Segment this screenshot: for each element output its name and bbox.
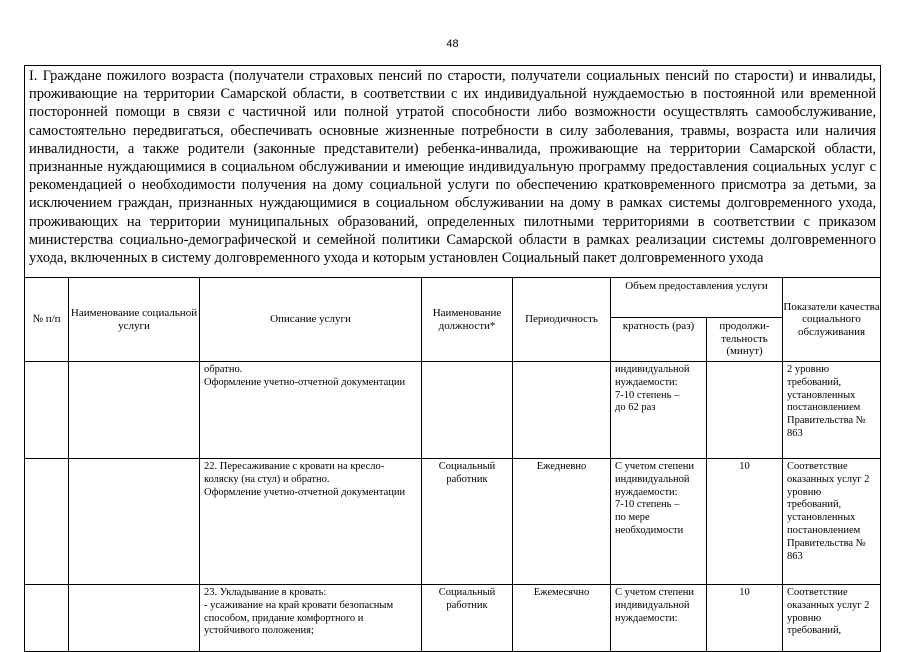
row-num [25, 362, 69, 459]
section-heading: I. Граждане пожилого возраста (получатели страховых пенсий по старости, получатели социальных пенсий по старости) и инвалиды, проживающие на территории Самарской области, в соответствии с их индивидуальной нуждаемостью в постоянной или временной посторонней помощи в связи с частичной или полной утратой способности либо возможности осуществлять самообслуживание, самостоятельно передвигаться, обеспечивать основные жизненные потребности в силу заболевания, травмы, возраста или наличия инвалидности, а также родители (законные представители) ребенка-инвалида, проживающие на территории Самарской области, признанные нуждающимися в социальном обслуживании и имеющие индивидуальную программу предоставления социальных услуг с рекомендацией о необходимости получения на дому социальной услуги по обеспечению кратковременного присмотра за детьми, за исключением граждан, признанных нуждающимися в социальном обслуживании на дому в рамках системы долговременного ухода, проживающих на территории муниципальных образований, определенных пилотными территориями в соответствии с приказом министерства социально-демографической и семейной политики Самарской области в рамках реализации системы долговременного ухода, включенных в систему долговременного ухода и которым установлен Социальный пакет долговременного ухода [25, 66, 881, 278]
row-service-name [69, 459, 200, 585]
header-quality: Показатели качества социального обслуживания [783, 278, 881, 362]
header-duration: продолжи-тельность (минут) [707, 318, 783, 362]
header-num: № п/п [25, 278, 69, 362]
header-position: Наименование должности* [422, 278, 513, 362]
row-description: 22. Пересаживание с кровати на кресло-коляску (на стул) и обратно. Оформление учетно-отчетной документации [200, 459, 422, 585]
row-position: Социальный работник [422, 585, 513, 652]
row-quality: Соответствие оказанных услуг 2 уровню требований, [783, 585, 881, 652]
header-periodicity: Периодичность [513, 278, 611, 362]
table-row [25, 585, 881, 652]
table-row [25, 459, 881, 585]
row-quality: 2 уровню требований, установленных постановлением Правительства № 863 [783, 362, 881, 459]
table-row [25, 362, 881, 459]
row-frequency: С учетом степени индивидуальной нуждаемости: 7-10 степень – по мере необходимости [611, 459, 707, 585]
row-duration [707, 362, 783, 459]
row-frequency: индивидуальной нуждаемости: 7-10 степень – до 62 раз [611, 362, 707, 459]
row-quality: Соответствие оказанных услуг 2 уровню требований, установленных постановлением Правительства № 863 [783, 459, 881, 585]
row-duration: 10 [707, 459, 783, 585]
row-periodicity: Ежедневно [513, 459, 611, 585]
header-description: Описание услуги [200, 278, 422, 362]
header-volume-group: Объем предоставления услуги [611, 278, 783, 318]
row-description: 23. Укладывание в кровать: - усаживание на край кровати безопасным способом, придание комфортного и устойчивого положения; [200, 585, 422, 652]
row-position [422, 362, 513, 459]
page-number: 48 [446, 38, 459, 50]
header-service-name: Наименование социальной услуги [69, 278, 200, 362]
header-frequency: кратность (раз) [611, 318, 707, 362]
row-periodicity [513, 362, 611, 459]
row-service-name [69, 362, 200, 459]
row-description: обратно. Оформление учетно-отчетной документации [200, 362, 422, 459]
row-duration: 10 [707, 585, 783, 652]
row-position: Социальный работник [422, 459, 513, 585]
row-num [25, 459, 69, 585]
row-frequency: С учетом степени индивидуальной нуждаемости: [611, 585, 707, 652]
row-service-name [69, 585, 200, 652]
services-table [24, 65, 881, 652]
row-num [25, 585, 69, 652]
row-periodicity: Ежемесячно [513, 585, 611, 652]
